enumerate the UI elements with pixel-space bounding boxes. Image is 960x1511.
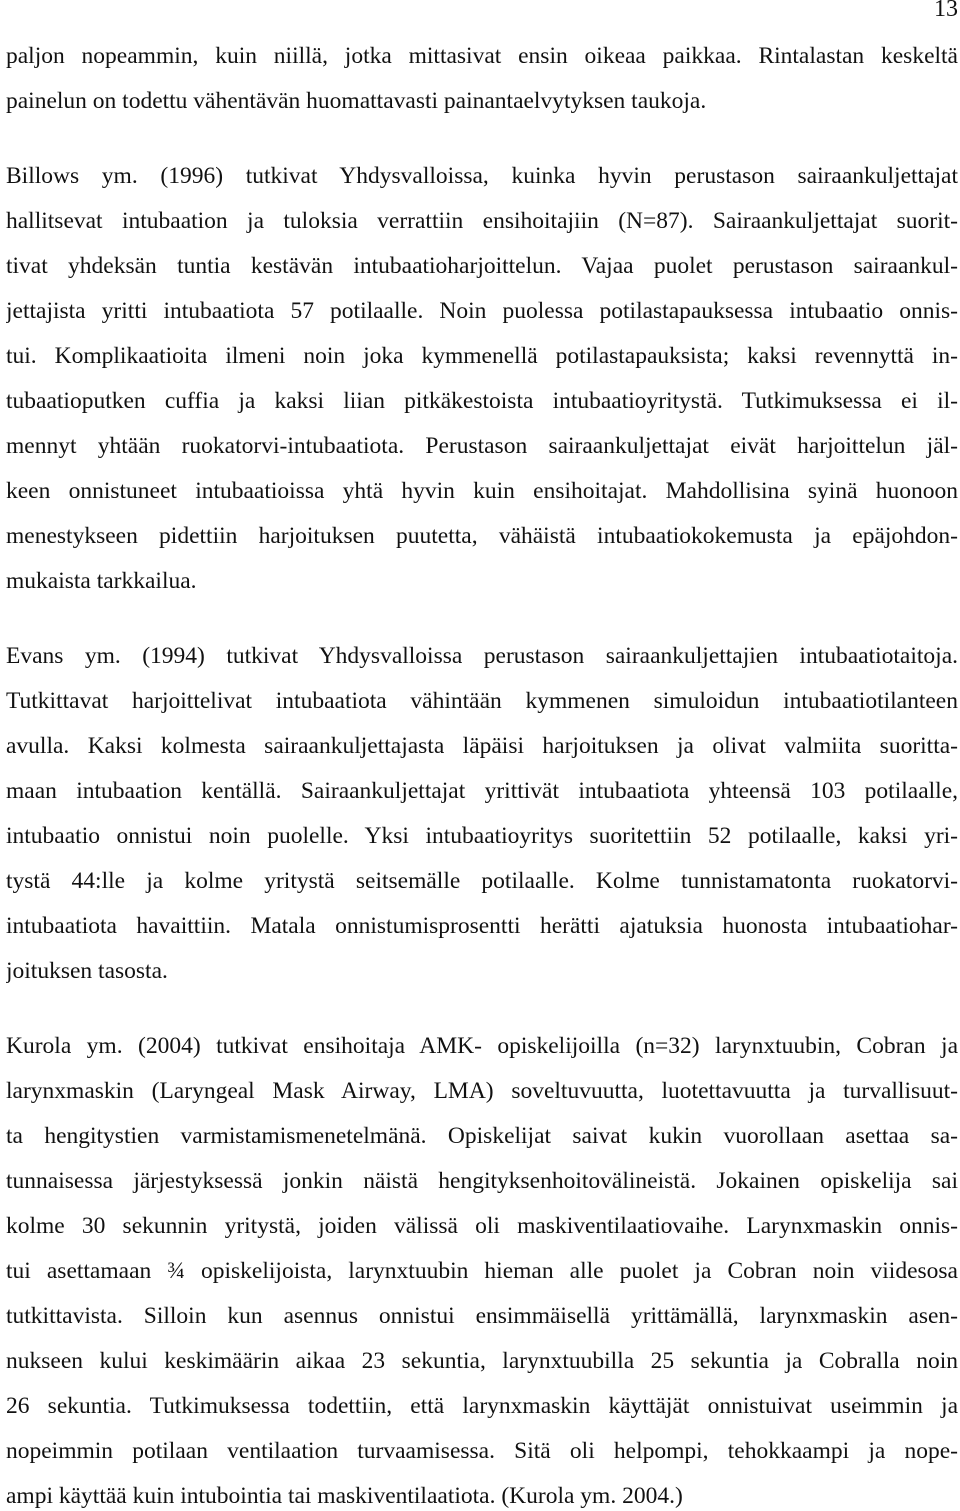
text-line: menestykseen pidettiin harjoituksen puutetta, vähäistä intubaatiokokemusta ja epäjohdon- [6,523,958,549]
text-line: tystä 44:lle ja kolme yritystä seitsemälle potilaalle. Kolme tunnistamatonta ruokatorvi- [6,868,958,894]
text-line: maan intubaation kentällä. Sairaankuljettajat yrittivät intubaatiota yhteensä 103 potilaalle, [6,778,958,804]
text-line: keen onnistuneet intubaatioissa yhtä hyvin kuin ensihoitajat. Mahdollisina syinä huonoon [6,478,958,504]
text-line: larynxmaskin (Laryngeal Mask Airway, LMA) soveltuvuutta, luotettavuutta ja turvallisuut- [6,1078,958,1104]
text-line: tunnaisessa järjestyksessä jonkin näistä hengityksenhoitovälineistä. Jokainen opiskelija sai [6,1168,958,1194]
text-line: nukseen kului keskimäärin aikaa 23 sekuntia, larynxtuubilla 25 sekuntia ja Cobralla noin [6,1348,958,1374]
text-line: Evans ym. (1994) tutkivat Yhdysvalloissa perustason sairaankuljettajien intubaatiotaitoja. [6,643,958,669]
text-line: tivat yhdeksän tuntia kestävän intubaatioharjoittelun. Vajaa puolet perustason sairaankul- [6,253,958,279]
text-line: painelun on todettu vähentävän huomattavasti painantaelvytyksen taukoja. [6,88,707,114]
text-line: joituksen tasosta. [6,958,168,984]
text-line: intubaatiota havaittiin. Matala onnistumisprosentti herätti ajatuksia huonosta intubaatiohar- [6,913,958,939]
text-line: Tutkittavat harjoittelivat intubaatiota vähintään kymmenen simuloidun intubaatiotilanteen [6,688,958,714]
text-line: ta hengitystien varmistamismenetelmänä. Opiskelijat saivat kukin vuorollaan asettaa sa- [6,1123,958,1149]
text-line: Billows ym. (1996) tutkivat Yhdysvalloissa, kuinka hyvin perustason sairaankuljettajat [6,163,958,189]
text-line: Kurola ym. (2004) tutkivat ensihoitaja AMK- opiskelijoilla (n=32) larynxtuubin, Cobran ja [6,1033,958,1059]
text-line: jettajista yritti intubaatiota 57 potilaalle. Noin puolessa potilastapauksessa intubaatio onnis- [6,298,958,324]
text-line: tubaatioputken cuffia ja kaksi liian pitkäkestoista intubaatioyritystä. Tutkimuksessa ei il- [6,388,958,414]
text-line: tui asettamaan ¾ opiskelijoista, larynxtuubin hieman alle puolet ja Cobran noin viidesosa [6,1258,958,1284]
text-line: mukaista tarkkailua. [6,568,197,594]
text-line: intubaatio onnistui noin puolelle. Yksi intubaatioyritys suoritettiin 52 potilaalle, kaksi yri- [6,823,958,849]
text-line: tutkittavista. Silloin kun asennus onnistui ensimmäisellä yrittämällä, larynxmaskin asen- [6,1303,958,1329]
text-line: ampi käyttää kuin intubointia tai maskiventilaatiota. (Kurola ym. 2004.) [6,1483,683,1509]
text-line: mennyt yhtään ruokatorvi-intubaatiota. Perustason sairaankuljettajat eivät harjoittelun jäl- [6,433,958,459]
text-line: avulla. Kaksi kolmesta sairaankuljettajasta läpäisi harjoituksen ja olivat valmiita suoritta- [6,733,958,759]
page-number: 13 [934,0,958,22]
text-line: tui. Komplikaatioita ilmeni noin joka kymmenellä potilastapauksista; kaksi revennyttä in- [6,343,958,369]
text-line: 26 sekuntia. Tutkimuksessa todettiin, että larynxmaskin käyttäjät onnistuivat useimmin ja [6,1393,958,1419]
text-line: hallitsevat intubaation ja tuloksia verrattiin ensihoitajiin (N=87). Sairaankuljettajat suorit- [6,208,958,234]
text-line: nopeimmin potilaan ventilaation turvaamisessa. Sitä oli helpompi, tehokkaampi ja nope- [6,1438,958,1464]
text-line: paljon nopeammin, kuin niillä, jotka mittasivat ensin oikeaa paikkaa. Rintalastan keskeltä [6,43,958,69]
text-line: kolme 30 sekunnin yritystä, joiden välissä oli maskiventilaatiovaihe. Larynxmaskin onnis- [6,1213,958,1239]
